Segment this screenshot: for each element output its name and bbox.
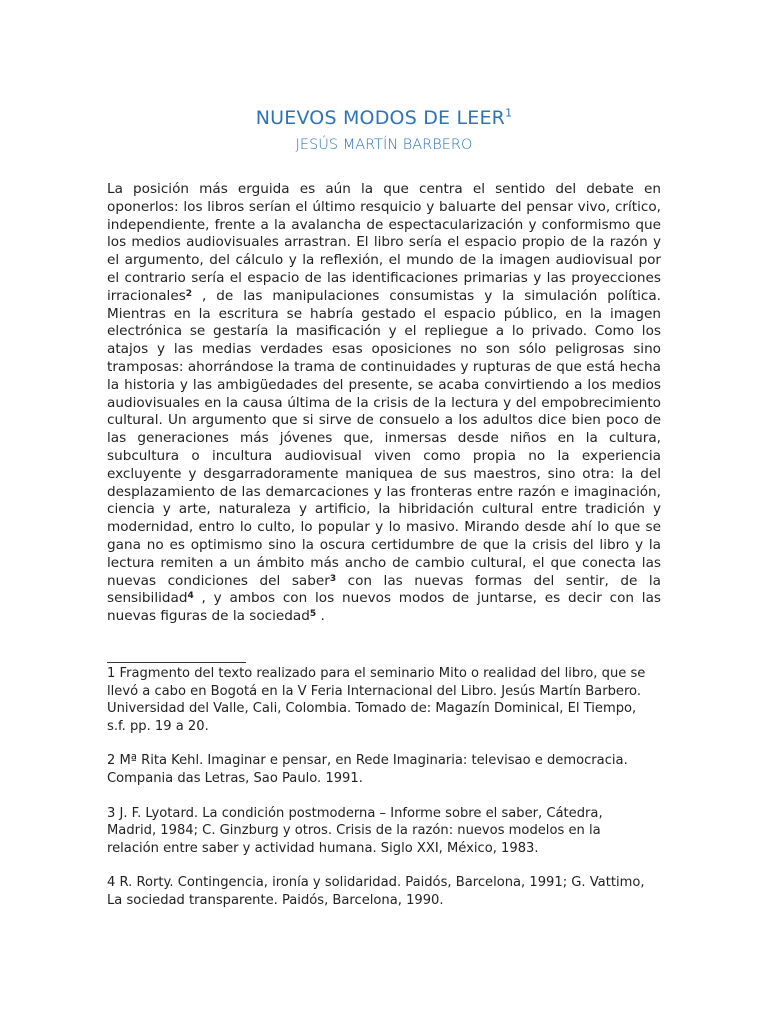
footnote-ref-2: 2 xyxy=(185,288,193,299)
footnotes-section xyxy=(107,665,647,927)
footnote-2: 2 Mª Rita Kehl. Imaginar e pensar, en Rede Imaginaria: televisao e democracia. Compania das Letras, Sao Paulo. 1991. xyxy=(107,753,628,786)
document-title xyxy=(0,106,768,130)
footnote-3: 3 J. F. Lyotard. La condición postmoderna – Informe sobre el saber, Cátedra, Madrid, 1984; C. Ginzburg y otros. Crisis de la razón: nuevos modelos en la relación entre saber y actividad humana. Siglo XXI, México, 1983. xyxy=(107,805,603,856)
title-footnote-ref: 1 xyxy=(505,106,513,120)
footnote-ref-4: 4 xyxy=(187,591,194,602)
footnote-1: 1 Fragmento del texto realizado para el seminario Mito o realidad del libro, que se llevó a cabo en Bogotá en la V Feria Internacional del Libro. Jesús Martín Barbero. Universidad del Valle, Cali, Colombia. Tomado de: Magazín Dominical, El Tiempo, s.f. pp. 19 a 20. xyxy=(107,666,646,734)
body-paragraph xyxy=(107,181,661,626)
body-segment: con las nuevas formas del sentir, de la sensibilidad xyxy=(107,572,661,607)
document-author: JESÚS MARTÍN BARBERO xyxy=(295,137,473,153)
footnote-separator xyxy=(107,662,246,663)
body-segment: , y ambos con los nuevos modos de juntarse, es decir con las nuevas figuras de la sociedad xyxy=(107,590,661,625)
footnote-ref-3: 3 xyxy=(329,573,337,584)
body-segment: La posición más erguida es aún la que centra el sentido del debate en oponerlos: los libros serían el último resquicio y baluarte del pensar vivo, crítico, independiente, frente a la avalancha de espectacularización y conformismo que los medios audiovisuales arrastran. El libro sería el espacio propio de la razón y el argumento, del cálculo y la reflexión, el mundo de la imagen audiovisual por el contrario sería el espacio de las identificaciones primarias y las proyecciones irracionales xyxy=(107,181,661,304)
body-segment: . xyxy=(316,608,325,625)
footnote-4: 4 R. Rorty. Contingencia, ironía y solidaridad. Paidós, Barcelona, 1991; G. Vattimo, La sociedad transparente. Paidós, Barcelona, 1990. xyxy=(107,875,645,908)
title-text: NUEVOS MODOS DE LEER xyxy=(255,107,506,129)
footnote-ref-5: 5 xyxy=(309,609,317,620)
body-segment: , de las manipulaciones consumistas y la simulación política. Mientras en la escritura se habría gestado el espacio público, en la imagen electrónica se gestaría la masificación y el repliegue a lo privado. Como los atajos y las medias verdades esas oposiciones no son sólo peligrosas sino tramposas: ahorrándose la trama de continuidades y rupturas de que está hecha la historia y las ambigüedades del presente, se acaba convirtiendo a los medios audiovisuales en la causa última de la crisis de la lectura y del empobrecimiento cultural. Un argumento que si sirve de consuelo a los adultos dice bien poco de las generaciones más jóvenes que, inmersas desde niños en la cultura, subcultura o incultura audiovisual viven como propia no la experiencia excluyente y desgarradoramente maniquea de sus maestros, sino otra: la del desplazamiento de las demarcaciones y las fronteras entre razón e imaginación, ciencia y arte, naturaleza y artificio, la hibridación cultural entre tradición y modernidad, entro lo culto, lo popular y lo masivo. Mirando desde ahí lo que se gana no es optimismo sino la oscura certidumbre de que la crisis del libro y la lectura remiten a un ámbito más ancho de cambio cultural, el que conecta las nuevas condiciones del saber xyxy=(107,287,661,589)
